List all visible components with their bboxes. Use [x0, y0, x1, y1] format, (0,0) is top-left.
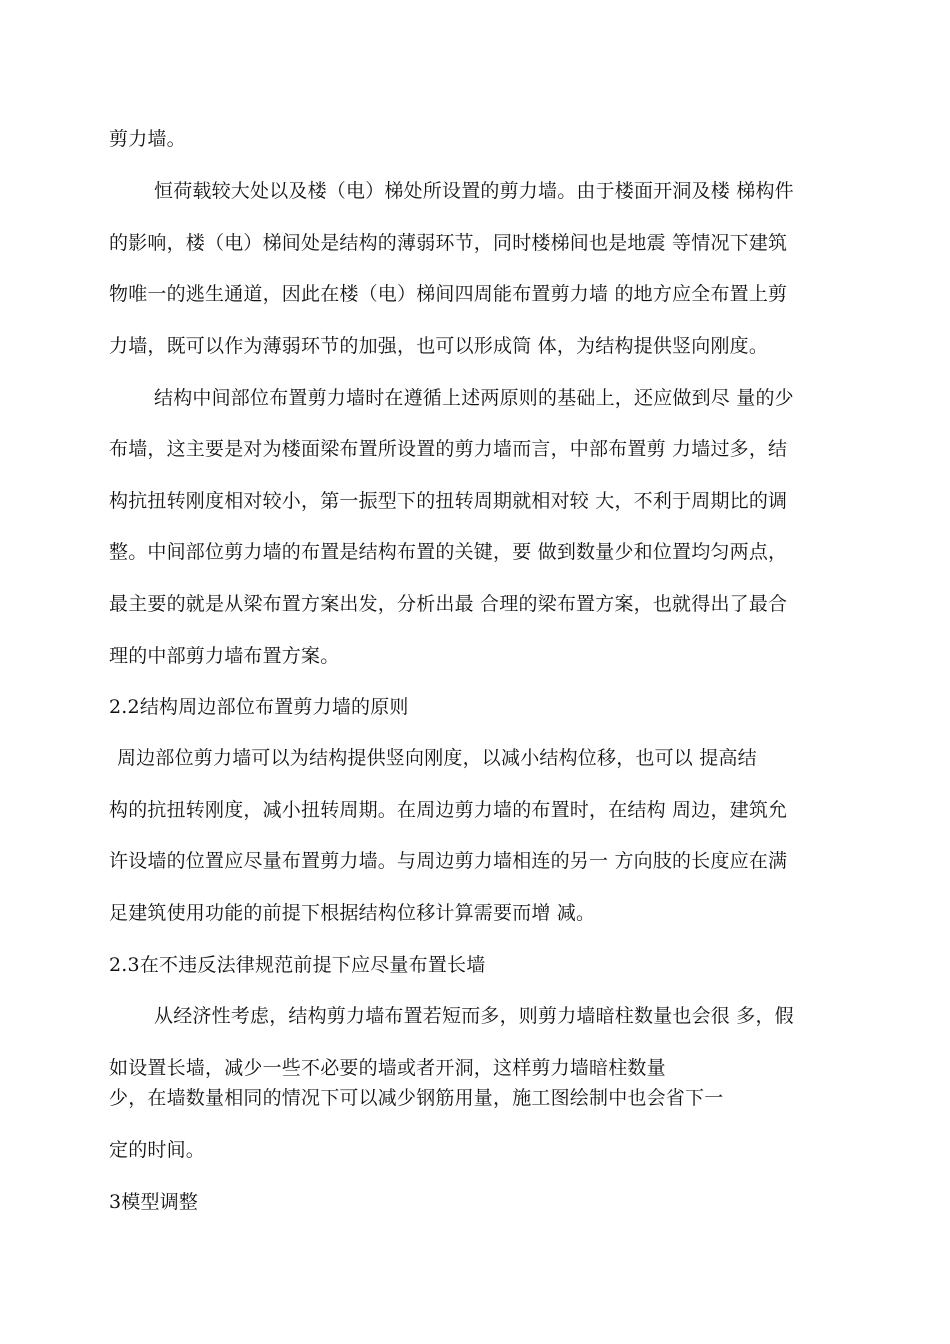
paragraph-line: 如设置长墙，减少一些不必要的墙或者开洞，这样剪力墙暗柱数量 — [109, 1057, 666, 1079]
paragraph-line: 恒荷载较大处以及楼（电）梯处所设置的剪力墙。由于楼面开洞及楼 梯构件 — [154, 180, 794, 202]
paragraph-line: 布墙，这主要是对为楼面梁布置所设置的剪力墙而言，中部布置剪 力墙过多，结 — [109, 438, 788, 460]
paragraph-line: 从经济性考虑，结构剪力墙布置若短而多，则剪力墙暗柱数量也会很 多，假 — [154, 1005, 794, 1027]
paragraph-line: 的影响，楼（电）梯间处是结构的薄弱环节，同时楼梯间也是地震 等情况下建筑 — [109, 232, 788, 254]
paragraph-line: 少，在墙数量相同的情况下可以减少钢筋用量，施工图绘制中也会省下一 — [109, 1087, 724, 1109]
section-heading: 3模型调整 — [109, 1191, 199, 1213]
section-heading: 2.3在不违反法律规范前提下应尽量布置长墙 — [109, 954, 486, 976]
paragraph-line: 结构中间部位布置剪力墙时在遵循上述两原则的基础上，还应做到尽 量的少 — [154, 387, 794, 409]
paragraph-line: 定的时间。 — [109, 1139, 206, 1161]
paragraph-line: 构抗扭转刚度相对较小，第一振型下的扭转周期就相对较 大，不利于周期比的调 — [109, 490, 788, 512]
paragraph-line: 构的抗扭转刚度，减小扭转周期。在周边剪力墙的布置时，在结构 周边，建筑允 — [109, 799, 788, 821]
paragraph-line: 剪力墙。 — [109, 128, 186, 150]
paragraph-line: 最主要的就是从梁布置方案出发，分析出最 合理的梁布置方案，也就得出了最合 — [109, 593, 788, 615]
paragraph-line: 力墙，既可以作为薄弱环节的加强，也可以形成筒 体，为结构提供竖向刚度。 — [109, 335, 769, 357]
paragraph-line: 周边部位剪力墙可以为结构提供竖向刚度，以减小结构位移，也可以 提高结 — [117, 747, 757, 769]
paragraph-line: 物唯一的逃生通道，因此在楼（电）梯间四周能布置剪力墙 的地方应全布置上剪 — [109, 283, 788, 305]
paragraph-line: 许设墙的位置应尽量布置剪力墙。与周边剪力墙相连的另一 方向肢的长度应在满 — [109, 850, 788, 872]
section-heading: 2.2结构周边部位布置剪力墙的原则 — [109, 696, 409, 718]
paragraph-line: 整。中间部位剪力墙的布置是结构布置的关键，要 做到数量少和位置均匀两点， — [109, 541, 788, 563]
paragraph-line: 足建筑使用功能的前提下根据结构位移计算需要而增 减。 — [109, 902, 596, 924]
paragraph-line: 理的中部剪力墙布置方案。 — [109, 645, 340, 667]
